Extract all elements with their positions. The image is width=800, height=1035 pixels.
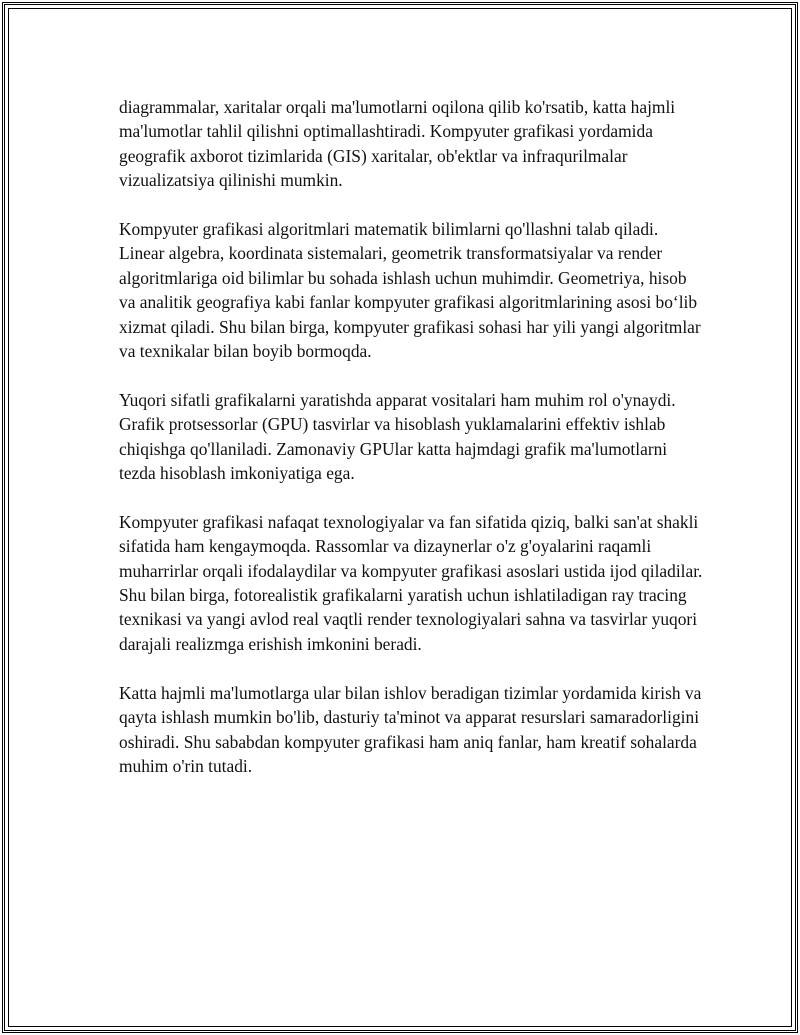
- document-page: [2, 2, 798, 1033]
- paragraph-5: Katta hajmli ma'lumotlarga ular bilan ishlov beradigan tizimlar yordamida kirish va qayta ishlash mumkin bo'lib, dasturiy ta'minot va apparat resurslari samaradorligini oshiradi. Shu sababdan kompyuter grafikasi ham aniq fanlar, ham kreatif sohalarda muhim o'rin tutadi.: [119, 682, 702, 776]
- paragraph-2: Kompyuter grafikasi algoritmlari matematik bilimlarni qo'llashni talab qiladi. Linear algebra, koordinata sistemalari, geometrik transformatsiyalar va render algoritmlariga oid bilimlar bu sohada ishlash uchun muhimdir. Geometriya, hisob va analitik geografiya kabi fanlar kompyuter grafikasi algoritmlarining asosi bo‘lib xizmat qiladi. Shu bilan birga, kompyuter grafikasi sohasi har yili yangi algoritmlar va texnikalar bilan boyib bormoqda.: [119, 219, 701, 362]
- paragraph-3: Yuqori sifatli grafikalarni yaratishda apparat vositalari ham muhim rol o'ynaydi. Grafik protsessorlar (GPU) tasvirlar va hisoblash yuklamalarini effektiv ishlab chiqishga qo'llaniladi. Zamonaviy GPUlar katta hajmdagi grafik ma'lumotlarni tezda hisoblash imkoniyatiga ega.: [119, 389, 676, 484]
- document-body: [119, 95, 704, 803]
- paragraph-1: diagrammalar, xaritalar orqali ma'lumotlarni oqilona qilib ko'rsatib, katta hajmli ma'lumotlar tahlil qilishni optimallashtiradi. Kompyuter grafikasi yordamida geografik axborot tizimlarida (GIS) xaritalar, ob'ektlar va infraqurilmalar vizualizatsiya qilinishi mumkin.: [119, 97, 676, 191]
- paragraph-4: Kompyuter grafikasi nafaqat texnologiyalar va fan sifatida qiziq, balki san'at shakli sifatida ham kengaymoqda. Rassomlar va dizaynerlar o'z g'oyalarini raqamli muharrirlar orqali ifodalaydilar va kompyuter grafikasi asoslari ustida ijod qiladilar. Shu bilan birga, fotorealistik grafikalarni yaratish uchun ishlatiladigan ray tracing texnikasi va yangi avlod real vaqtli render texnologiyalari sahna va tasvirlar yuqori darajali realizmga erishish imkonini beradi.: [119, 511, 703, 654]
